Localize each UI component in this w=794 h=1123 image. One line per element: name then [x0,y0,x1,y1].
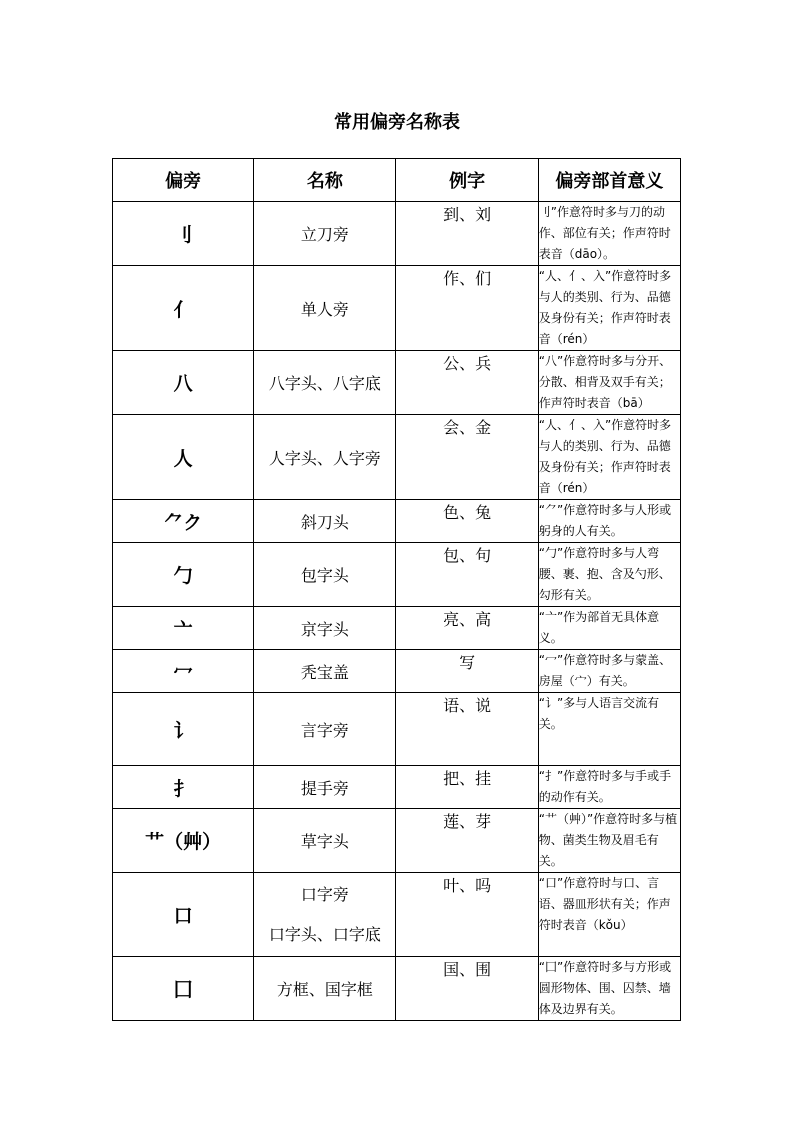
meaning-text: “人、亻、入”作意符时多与人的类别、行为、品德及身份有关；作声符时表音（rén） [538,269,672,346]
name-cell [254,415,396,500]
table-row [113,809,681,873]
meaning-cell [538,500,680,543]
name-cell [254,650,396,693]
meaning-text: “亠”作为部首无具体意义。 [538,610,660,645]
radical-cell: 讠 [113,693,254,766]
table-row [113,266,681,351]
name-line: 草字头 [300,832,349,851]
name-cell [254,202,396,266]
name-line: 方框、国字框 [276,980,373,999]
name-line: 斜刀头 [300,512,349,532]
meaning-cell [538,202,680,266]
header-radical: 偏旁 [113,159,254,202]
name-cell [254,543,396,607]
example-cell: 国、围 [396,957,538,1021]
example-cell: 公、兵 [396,351,538,415]
meaning-cell [538,543,680,607]
name-line: 人字头、人字旁 [268,448,381,468]
meaning-cell [538,650,680,693]
example-cell: 语、说 [396,693,538,766]
name-line: 立刀旁 [300,225,349,244]
name-cell [254,500,396,543]
name-cell [254,957,396,1021]
radical-cell: 人 [113,415,254,500]
radical-cell: 勹 [113,543,254,607]
example-cell: 作、们 [396,266,538,351]
name-line: 八字头、八字底 [268,374,381,393]
meaning-text: 刂”作意符时多与刀的动作、部位有关；作声符时表音（dāo）。 [538,205,671,261]
name-cell [254,809,396,873]
meaning-text: “勹”作意符时多与人弯腰、裹、抱、含及勺形、勾形有关。 [538,546,671,602]
example-cell: 亮、高 [396,607,538,650]
meaning-cell [538,415,680,500]
radical-cell: 亠 [113,607,254,650]
radical-cell: 八 [113,351,254,415]
name-line: 包字头 [300,566,349,585]
name-line: 秃宝盖 [300,662,349,682]
header-example: 例字 [396,159,538,202]
meaning-text: “扌”作意符时多与手或手的动作有关。 [538,769,672,804]
table-row [113,543,681,607]
table-row [113,607,681,650]
meaning-cell [538,607,680,650]
name-cell [254,266,396,351]
name-line: 单人旁 [300,299,349,319]
table-row [113,500,681,543]
table-row [113,693,681,766]
name-line: 口字旁 [300,884,349,904]
radical-cell: 扌 [113,766,254,809]
name-cell [254,873,396,957]
meaning-text: “人、亻、入”作意符时多与人的类别、行为、品德及身份有关；作声符时表音（rén） [538,418,672,495]
table-row [113,650,681,693]
name-line: 言字旁 [300,720,349,740]
table-row [113,957,681,1021]
header-meaning: 偏旁部首意义 [538,159,680,202]
meaning-cell [538,693,680,766]
example-cell: 叶、吗 [396,873,538,957]
radical-cell: 冖 [113,650,254,693]
example-cell: 莲、芽 [396,809,538,873]
meaning-text: “⺈”作意符时多与人形或躬身的人有关。 [538,503,672,538]
meaning-text: “讠”多与人语言交流有关。 [538,696,660,731]
radical-cell: 艹（艸） [113,809,254,873]
radical-cell: 亻 [113,266,254,351]
header-name: 名称 [254,159,396,202]
table-row [113,415,681,500]
header-row [113,159,681,202]
meaning-cell [538,809,680,873]
example-cell: 把、挂 [396,766,538,809]
meaning-text: “口”作意符时与口、言语、器皿形状有关；作声符时表音（kǒu） [538,876,671,932]
name-cell [254,766,396,809]
example-cell: 色、兔 [396,500,538,543]
example-cell: 到、刘 [396,202,538,266]
name-line: 口字头、口字底 [268,924,381,944]
meaning-cell [538,266,680,351]
radical-cell: 口 [113,873,254,957]
meaning-cell [538,873,680,957]
radical-cell: 刂 [113,202,254,266]
example-cell: 包、句 [396,543,538,607]
radical-table [112,158,681,1021]
name-line: 提手旁 [300,778,349,798]
name-cell [254,607,396,650]
example-cell: 会、金 [396,415,538,500]
table-row [113,351,681,415]
meaning-text: “艹（艸）”作意符时多与植物、菌类生物及眉毛有关。 [538,812,678,868]
radical-cell: ⺈ク [113,500,254,543]
meaning-cell [538,957,680,1021]
meaning-text: “八”作意符时多与分开、分散、相背及双手有关；作声符时表音（bā） [538,354,672,410]
name-cell [254,693,396,766]
example-cell: 写 [396,650,538,693]
name-cell [254,351,396,415]
meaning-cell [538,351,680,415]
table-row [113,202,681,266]
meaning-cell [538,766,680,809]
page-title: 常用偏旁名称表 [334,112,460,133]
radical-cell: 囗 [113,957,254,1021]
table-row [113,873,681,957]
table-row [113,766,681,809]
name-line: 京字头 [300,619,349,639]
meaning-text: “囗”作意符时多与方形或圆形物体、围、囚禁、墙体及边界有关。 [538,960,672,1016]
meaning-text: “冖”作意符时多与蒙盖、房屋（宀）有关。 [538,653,672,688]
